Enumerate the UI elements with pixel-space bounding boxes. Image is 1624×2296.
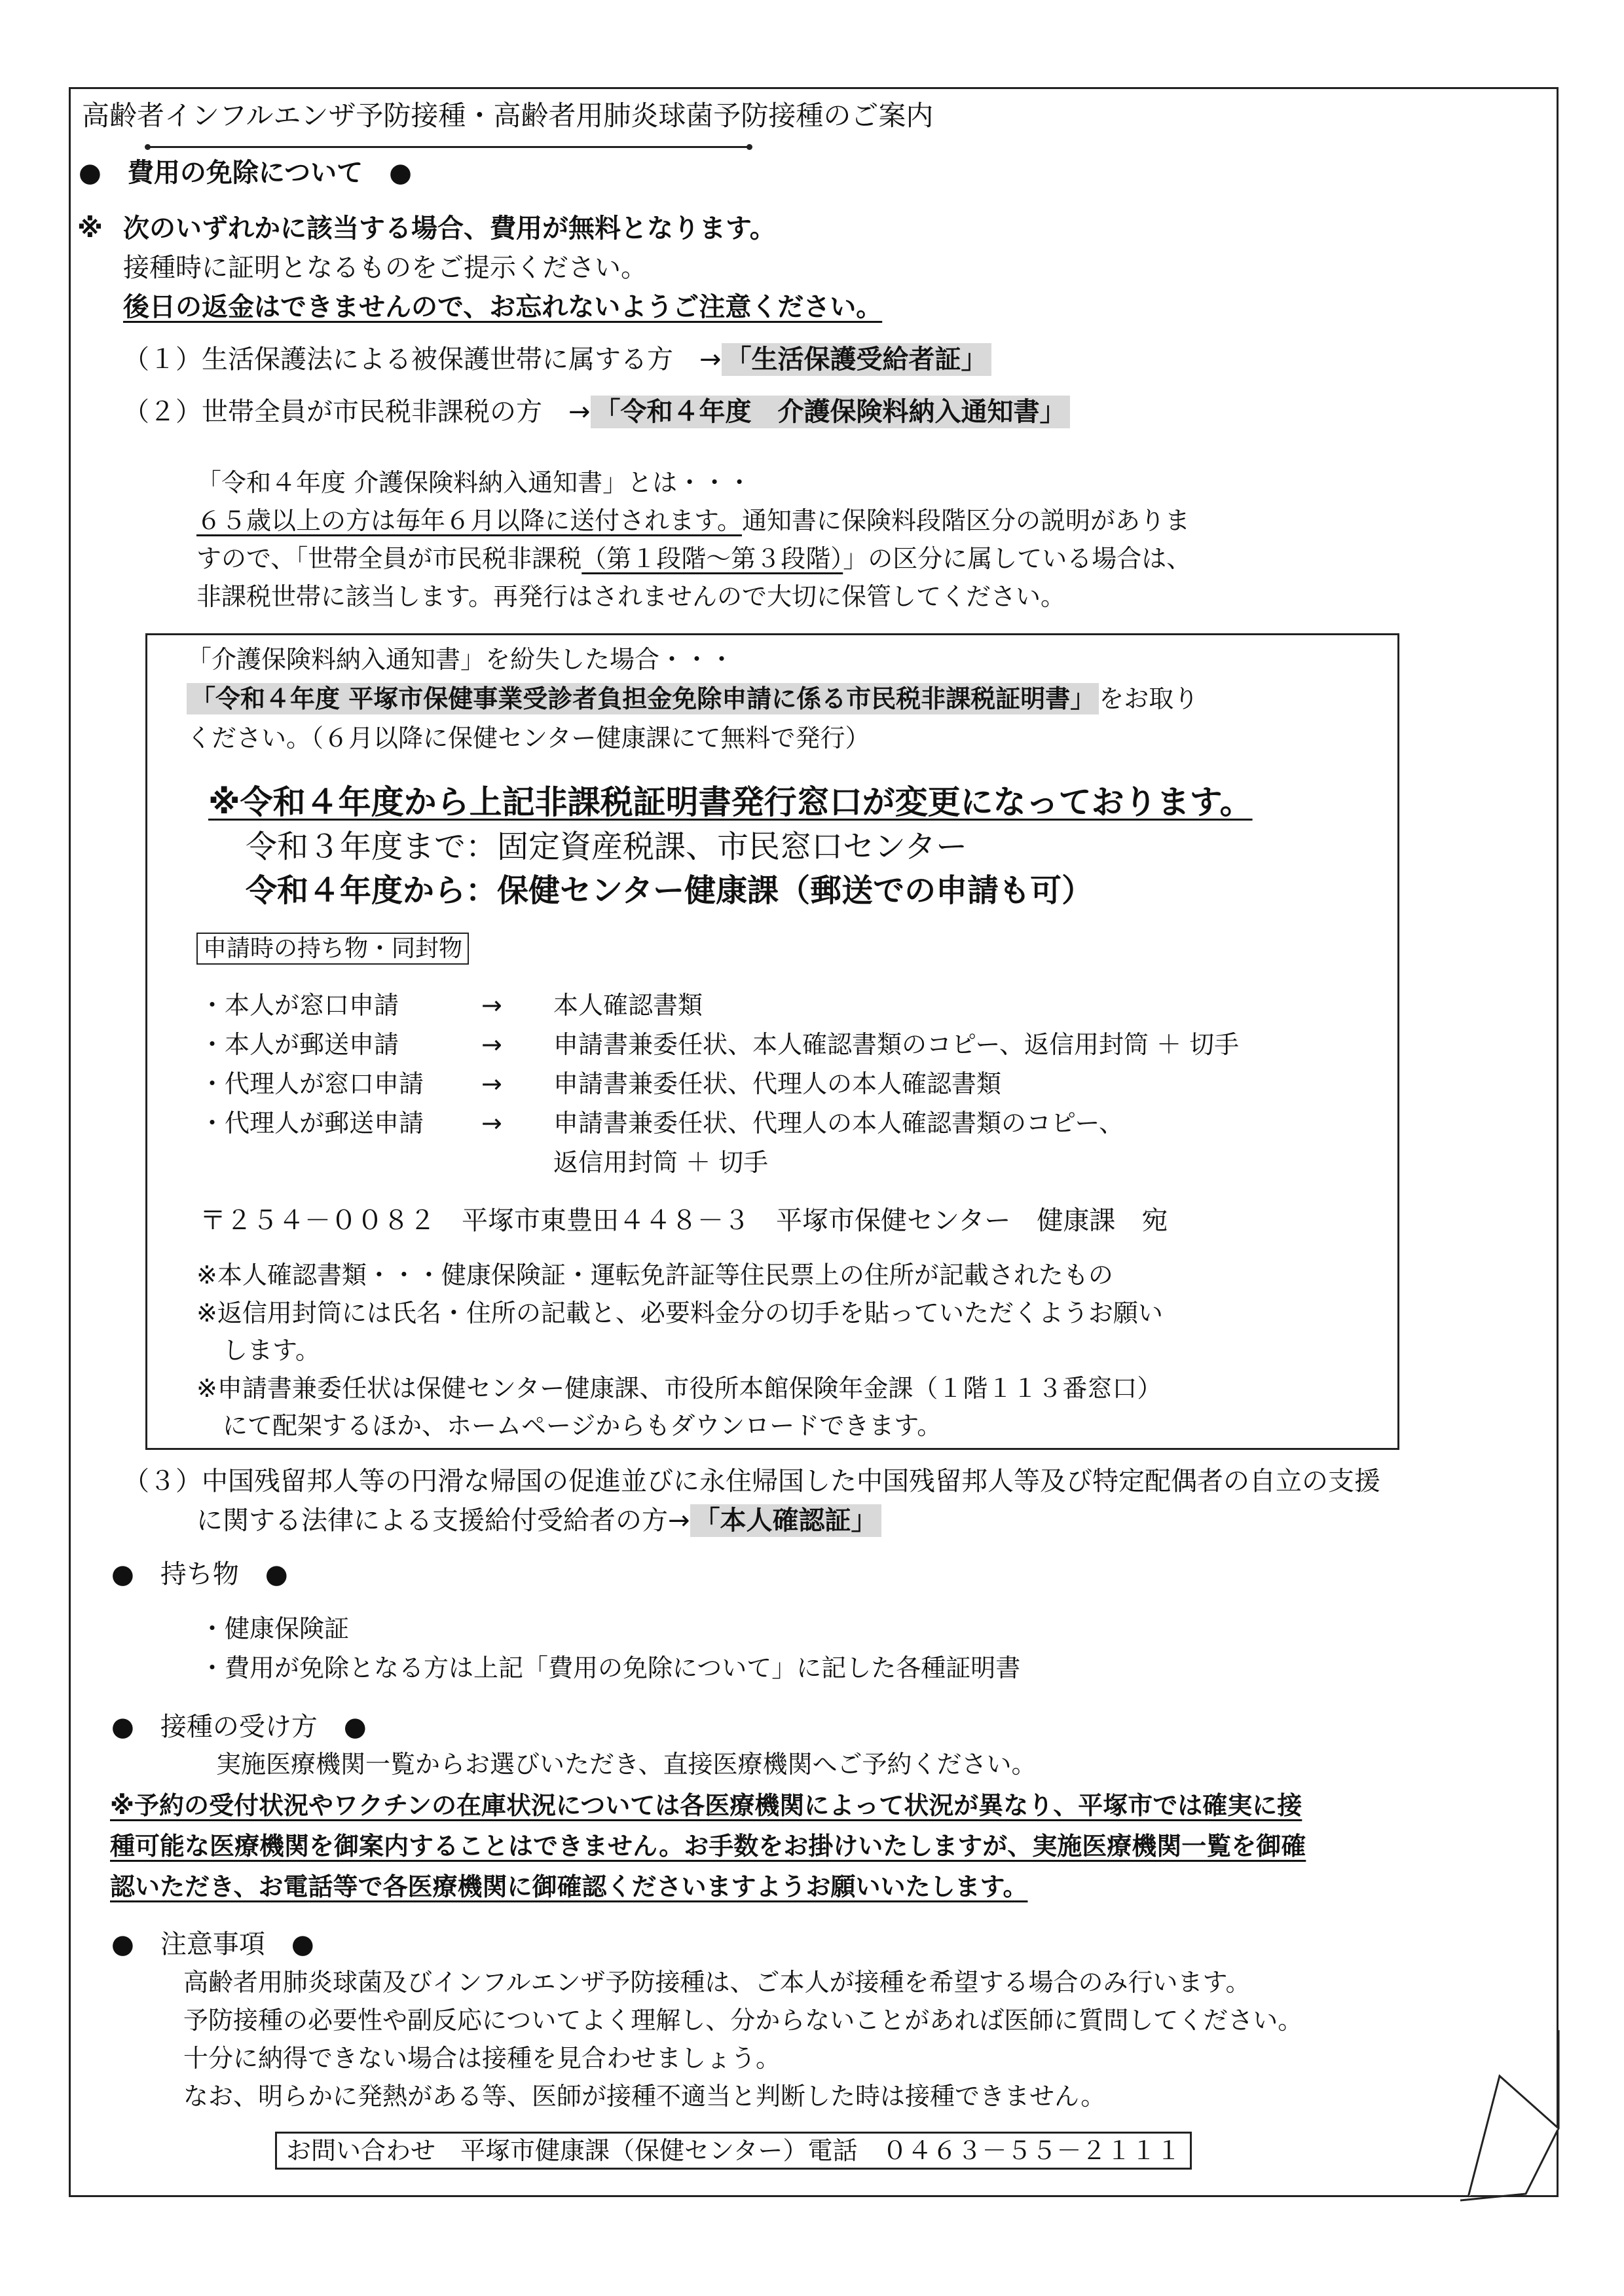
note-line3 — [196, 544, 1191, 574]
exemption-intro: 次のいずれかに該当する場合、費用が無料となります。 — [123, 213, 776, 244]
arrow-icon: → — [481, 991, 502, 1020]
note-line4: 非課税世帯に該当します。再発行はされませんので大切に保管してください。 — [196, 582, 1065, 611]
exemption-line2: 接種時に証明となるものをご提示ください。 — [123, 253, 647, 283]
cautions-line3: 十分に納得できない場合は接種を見合わせましょう。 — [183, 2044, 781, 2073]
items-label-text: 申請時の持ち物・同封物 — [196, 933, 469, 965]
exemption-item3-line1: （３）中国残留邦人等の円滑な帰国の促進並びに永住帰国した中国残留邦人等及び特定配偶者の自立の支援 — [123, 1466, 1380, 1496]
note-line2-rest: 通知書に保険料段階区分の説明がありま — [741, 506, 1190, 535]
exemption-heading: ● 費用の免除について ● — [79, 158, 413, 188]
row-who: ・代理人が郵送申請 — [200, 1109, 424, 1138]
exemption-item1 — [123, 344, 991, 375]
box-note3b: にて配架するほか、ホームページからもダウンロードできます。 — [223, 1411, 942, 1440]
arrow-icon: → — [481, 1069, 502, 1098]
cautions-line4: なお、明らかに発熱がある等、医師が接種不適当と判断した時は接種できません。 — [183, 2082, 1106, 2111]
belongings-heading: ● 持ち物 ● — [111, 1559, 288, 1589]
exemption-intro-mark: ※ — [77, 213, 103, 244]
note-line3-a: すので、「世帯全員が市民税非課税 — [196, 544, 582, 573]
row-who: ・本人が郵送申請 — [200, 1030, 399, 1059]
row-what: 申請書兼委任状、代理人の本人確認書類のコピー、 — [553, 1109, 1124, 1138]
row-who: ・代理人が窓口申請 — [200, 1069, 424, 1098]
mail-address: 〒２５４－００８２ 平塚市東豊田４４８－３ 平塚市保健センター 健康課 宛 — [200, 1206, 1168, 1236]
howto-warning3: 認いただき、お電話等で各医療機関に御確認くださいますようお願いいたします。 — [110, 1872, 1028, 1901]
box-note2a: ※返信用封筒には氏名・住所の記載と、必要料金分の切手を貼っていただくようお願い — [196, 1299, 1163, 1327]
box-from: 令和４年度から：保健センター健康課（郵送での申請も可） — [246, 872, 1094, 909]
item1-text: （１）生活保護法による被保護世帯に属する方 → — [123, 344, 722, 375]
arrow-icon: → — [481, 1109, 502, 1138]
howto-warning1: ※予約の受付状況やワクチンの在庫状況については各医療機関によって状況が異なり、平塚市では確実に接 — [110, 1791, 1302, 1820]
box-line2-rest: をお取り — [1099, 684, 1199, 713]
howto-line1: 実施医療機関一覧からお選びいただき、直接医療機関へご予約ください。 — [216, 1750, 1037, 1779]
howto-heading: ● 接種の受け方 ● — [111, 1712, 367, 1742]
note-line2-underlined: ６５歳以上の方は毎年６月以降に送付されます。 — [196, 506, 742, 535]
page-title: 高齢者インフルエンザ予防接種・高齢者用肺炎球菌予防接種のご案内 — [82, 100, 934, 132]
box-note3a: ※申請書兼委任状は保健センター健康課、市役所本館保険年金課（１階１１３番窓口） — [196, 1374, 1162, 1403]
item3-doc: 「本人確認証」 — [690, 1504, 881, 1537]
contact-box — [275, 2136, 1192, 2166]
arrow-icon: → — [481, 1030, 502, 1059]
row-what: 本人確認書類 — [553, 991, 703, 1020]
row-who: ・本人が窓口申請 — [200, 991, 399, 1020]
note-line1: 「令和４年度 介護保険料納入通知書」とは・・・ — [196, 468, 752, 497]
item1-doc: 「生活保護受給者証」 — [722, 343, 991, 376]
box-line1: 「介護保険料納入通知書」を紛失した場合・・・ — [187, 645, 735, 674]
cautions-line2: 予防接種の必要性や副反応についてよく理解し、分からないことがあれば医師に質問してください。 — [183, 2006, 1303, 2035]
items-row-continuation: 返信用封筒 ＋ 切手 — [553, 1148, 769, 1177]
page-curl-icon — [1460, 2030, 1565, 2204]
items-label — [196, 935, 469, 963]
exemption-item2 — [123, 396, 1070, 428]
exemption-line3: 後日の返金はできませんので、お忘れないようご注意ください。 — [123, 292, 883, 322]
note-line2 — [196, 506, 1190, 536]
box-certificate-name: 「令和４年度 平塚市保健事業受診者負担金免除申請に係る市民税非課税証明書」 — [187, 683, 1099, 714]
box-until: 令和３年度まで：固定資産税課、市民窓口センター — [246, 828, 968, 865]
box-line3: ください。（６月以降に保健センター健康課にて無料で発行） — [187, 724, 870, 752]
row-what: 申請書兼委任状、本人確認書類のコピー、返信用封筒 ＋ 切手 — [553, 1030, 1240, 1059]
howto-warning2: 種可能な医療機関を御案内することはできません。お手数をお掛けいたしますが、実施医療機関一覧を御確 — [110, 1832, 1306, 1861]
item2-doc: 「令和４年度 介護保険料納入通知書」 — [591, 396, 1070, 428]
box-note1: ※本人確認書類・・・健康保険証・運転免許証等住民票上の住所が記載されたもの — [196, 1261, 1113, 1289]
box-notice: ※令和４年度から上記非課税証明書発行窓口が変更になっております。 — [208, 783, 1253, 821]
row-what: 申請書兼委任状、代理人の本人確認書類 — [553, 1069, 1002, 1098]
title-underline — [147, 146, 750, 148]
belongings-item2: ・費用が免除となる方は上記「費用の免除について」に記した各種証明書 — [200, 1654, 1021, 1682]
belongings-item1: ・健康保険証 — [200, 1614, 350, 1643]
cautions-line1: 高齢者用肺炎球菌及びインフルエンザ予防接種は、ご本人が接種を希望する場合のみ行います。 — [183, 1968, 1251, 1997]
note-line3-underlined: （第１段階～第３段階） — [581, 544, 843, 573]
contact-info: お問い合わせ 平塚市健康課（保健センター）電話 ０４６３－５５－２１１１ — [275, 2132, 1192, 2170]
box-line2 — [187, 684, 1198, 714]
item3-text: に関する法律による支援給付受給者の方→ — [196, 1506, 690, 1536]
note-line3-b: 」の区分に属している場合は、 — [843, 544, 1192, 573]
exemption-item3-line2 — [196, 1505, 881, 1536]
cautions-heading: ● 注意事項 ● — [111, 1929, 314, 1959]
box-note2b: します。 — [223, 1336, 320, 1365]
item2-text: （２）世帯全員が市民税非課税の方 → — [123, 397, 591, 427]
